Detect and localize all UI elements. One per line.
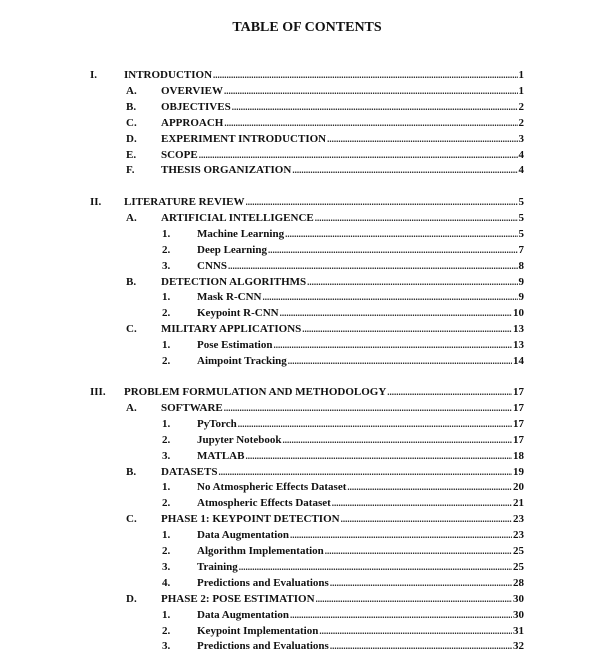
toc-section[interactable] <box>161 465 524 479</box>
toc-subsection-label: No Atmospheric Effects Dataset <box>197 481 347 494</box>
toc-subsection-label: Predictions and Evaluations <box>197 640 329 653</box>
toc-subsection-page: 8 <box>518 259 524 272</box>
dot-leader <box>246 195 518 209</box>
dot-leader <box>319 624 512 638</box>
toc-section-page: 30 <box>513 592 524 605</box>
toc-subsection-number: 2. <box>162 545 171 557</box>
dot-leader <box>273 338 512 352</box>
toc-section-page: 4 <box>518 148 524 161</box>
dot-leader <box>262 290 517 304</box>
dot-leader <box>228 259 518 273</box>
toc-subsection-label: Keypoint Implementation <box>197 624 319 637</box>
toc-section-label: SOFTWARE <box>161 401 223 414</box>
dot-leader <box>280 306 512 320</box>
toc-subsection-page: 14 <box>513 355 524 367</box>
toc-section[interactable] <box>161 132 524 146</box>
toc-subsection[interactable] <box>197 544 524 558</box>
toc-subsection-page: 21 <box>513 497 524 510</box>
toc-section-page: 2 <box>518 116 524 129</box>
toc-subsection-page: 23 <box>513 529 524 542</box>
toc-section-page: 5 <box>518 211 524 224</box>
toc-chapter-number: II. <box>90 196 102 208</box>
dot-leader <box>239 560 512 574</box>
toc-section-number: D. <box>126 592 137 605</box>
toc-section[interactable] <box>161 116 524 130</box>
toc-subsection-number: 2. <box>162 433 171 446</box>
toc-subsection-number: 3. <box>162 449 171 462</box>
toc-section[interactable] <box>161 84 524 98</box>
dot-leader <box>290 608 512 622</box>
toc-subsection-page: 17 <box>513 417 524 430</box>
toc-section-number: A. <box>126 211 137 224</box>
dot-leader <box>290 528 512 542</box>
toc-chapter-page: 17 <box>513 386 524 398</box>
dot-leader <box>292 163 517 177</box>
toc-section-label: DATASETS <box>161 465 218 478</box>
dot-leader <box>341 512 512 526</box>
toc-subsection[interactable] <box>197 306 524 320</box>
toc-section-number: C. <box>126 323 137 336</box>
toc-section-label: PHASE 2: POSE ESTIMATION <box>161 592 315 605</box>
toc-subsection-label: PyTorch <box>197 417 237 430</box>
toc-section[interactable] <box>161 148 524 162</box>
toc-subsection[interactable] <box>197 338 524 352</box>
toc-section-label: APPROACH <box>161 116 224 129</box>
toc-section-label: MILITARY APPLICATIONS <box>161 323 302 336</box>
page-title: TABLE OF CONTENTS <box>232 20 382 35</box>
toc-chapter-label: INTRODUCTION <box>124 69 213 81</box>
dot-leader <box>285 227 517 241</box>
toc-subsection-page: 28 <box>513 576 524 589</box>
toc-section-page: 3 <box>518 132 524 145</box>
dot-leader <box>199 148 518 162</box>
toc-chapter-label: PROBLEM FORMULATION AND METHODOLOGY <box>124 386 387 398</box>
dot-leader <box>347 480 512 494</box>
dot-leader <box>224 116 517 130</box>
toc-section[interactable] <box>161 401 524 415</box>
dot-leader <box>224 84 518 98</box>
dot-leader <box>327 132 517 146</box>
toc-section-page: 23 <box>513 513 524 526</box>
toc-subsection-page: 9 <box>518 291 524 304</box>
toc-subsection-label: Training <box>197 560 238 573</box>
toc-section[interactable] <box>161 322 524 336</box>
toc-section-number: B. <box>126 100 137 113</box>
toc-section-page: 19 <box>513 465 524 478</box>
toc-subsection-number: 3. <box>162 640 171 653</box>
toc-section-page: 1 <box>518 84 524 97</box>
toc-subsection-label: Atmospheric Effects Dataset <box>197 497 331 510</box>
toc-subsection-label: Pose Estimation <box>197 339 273 352</box>
toc-subsection-page: 20 <box>513 481 524 494</box>
toc-subsection-page: 7 <box>518 243 524 256</box>
toc-subsection[interactable] <box>197 449 524 463</box>
toc-section-number: C. <box>126 116 137 129</box>
toc-section-label: THESIS ORGANIZATION <box>161 164 292 177</box>
toc-subsection-number: 2. <box>162 497 171 510</box>
toc-chapter-label: LITERATURE REVIEW <box>124 196 245 208</box>
toc-chapter[interactable] <box>124 385 524 399</box>
toc-subsection-number: 1. <box>162 227 171 240</box>
toc-section[interactable] <box>161 592 524 606</box>
toc-chapter[interactable] <box>124 195 524 209</box>
dot-leader <box>330 576 512 590</box>
toc-section[interactable] <box>161 512 524 526</box>
toc-chapter[interactable] <box>124 68 524 82</box>
toc-section[interactable] <box>161 275 524 289</box>
toc-subsection[interactable] <box>197 259 524 273</box>
dot-leader <box>307 275 517 289</box>
toc-subsection-label: CNNS <box>197 259 227 272</box>
toc-subsection-label: Deep Learning <box>197 243 267 256</box>
toc-subsection[interactable] <box>197 608 524 622</box>
toc-chapter-number: I. <box>90 69 98 81</box>
toc-section-page: 17 <box>513 401 524 414</box>
toc-subsection-page: 10 <box>513 307 524 320</box>
toc-subsection-number: 2. <box>162 355 171 367</box>
toc-section-number: A. <box>126 401 137 414</box>
toc-subsection-page: 5 <box>518 227 524 240</box>
dot-leader <box>268 243 518 257</box>
toc-section-label: OVERVIEW <box>161 84 223 97</box>
toc-subsection-page: 25 <box>513 545 524 557</box>
toc-subsection-number: 2. <box>162 307 171 320</box>
toc-section-number: A. <box>126 84 137 97</box>
toc-section-label: EXPERIMENT INTRODUCTION <box>161 132 327 145</box>
toc-section-page: 13 <box>513 323 524 336</box>
toc-subsection-label: Aimpoint Tracking <box>197 355 287 367</box>
toc-section-page: 9 <box>518 275 524 288</box>
toc-subsection-page: 25 <box>513 560 524 573</box>
toc-subsection-label: Jupyter Notebook <box>197 433 282 446</box>
toc-subsection-label: MATLAB <box>197 449 245 462</box>
toc-subsection-page: 17 <box>513 433 524 446</box>
toc-section[interactable] <box>161 100 524 114</box>
toc-subsection[interactable] <box>197 560 524 574</box>
toc-subsection[interactable] <box>197 639 524 653</box>
toc-section-page: 2 <box>518 100 524 113</box>
dot-leader <box>238 417 512 431</box>
toc-subsection-label: Algorithm Implementation <box>197 545 324 557</box>
toc-subsection-page: 32 <box>513 640 524 653</box>
dot-leader <box>245 449 512 463</box>
toc-section-number: B. <box>126 275 137 288</box>
toc-subsection-label: Machine Learning <box>197 227 285 240</box>
toc-subsection-label: Mask R-CNN <box>197 291 262 304</box>
dot-leader <box>332 496 512 510</box>
dot-leader <box>282 433 512 447</box>
toc-subsection-number: 4. <box>162 576 171 589</box>
dot-leader <box>224 401 512 415</box>
toc-subsection-label: Data Augmentation <box>197 529 289 542</box>
dot-leader <box>213 68 517 82</box>
dot-leader <box>232 100 518 114</box>
toc-section-label: OBJECTIVES <box>161 100 231 113</box>
toc-section-number: F. <box>126 164 135 177</box>
toc-subsection-number: 1. <box>162 339 171 352</box>
toc-subsection-number: 2. <box>162 243 171 256</box>
toc-subsection-number: 1. <box>162 529 171 542</box>
toc-chapter-number: III. <box>90 386 106 398</box>
toc-section-number: E. <box>126 148 137 161</box>
toc-subsection[interactable] <box>197 480 524 494</box>
toc-section[interactable] <box>161 211 524 225</box>
toc-subsection-number: 1. <box>162 291 171 304</box>
toc-subsection[interactable] <box>197 290 524 304</box>
dot-leader <box>316 592 512 606</box>
toc-section-label: PHASE 1: KEYPOINT DETECTION <box>161 513 340 526</box>
toc-subsection[interactable] <box>197 417 524 431</box>
toc-subsection[interactable] <box>197 576 524 590</box>
dot-leader <box>330 639 512 653</box>
toc-subsection[interactable] <box>197 624 524 638</box>
toc-subsection-label: Predictions and Evaluations <box>197 576 329 589</box>
dot-leader <box>315 211 518 225</box>
toc-section-page: 4 <box>518 164 524 177</box>
toc-subsection-page: 30 <box>513 608 524 621</box>
toc-section[interactable] <box>161 163 524 177</box>
dot-leader <box>288 354 512 368</box>
toc-subsection-number: 2. <box>162 624 171 637</box>
toc-section-number: D. <box>126 132 137 145</box>
toc-subsection-number: 1. <box>162 608 171 621</box>
dot-leader <box>387 385 512 399</box>
toc-subsection-number: 3. <box>162 560 171 573</box>
toc-subsection-page: 13 <box>513 339 524 352</box>
toc-subsection-number: 1. <box>162 481 171 494</box>
dot-leader <box>325 544 512 558</box>
toc-subsection[interactable] <box>197 354 524 368</box>
toc-subsection-label: Keypoint R-CNN <box>197 307 279 320</box>
toc-section-label: DETECTION ALGORITHMS <box>161 275 307 288</box>
toc-subsection[interactable] <box>197 243 524 257</box>
toc-chapter-page: 1 <box>518 69 524 81</box>
dot-leader <box>218 465 512 479</box>
toc-subsection[interactable] <box>197 528 524 542</box>
toc-subsection[interactable] <box>197 433 524 447</box>
toc-subsection-label: Data Augmentation <box>197 608 289 621</box>
toc-section-label: SCOPE <box>161 148 198 161</box>
toc-section-number: B. <box>126 465 137 478</box>
toc-section-number: C. <box>126 513 137 526</box>
toc-subsection[interactable] <box>197 227 524 241</box>
toc-chapter-page: 5 <box>518 196 524 208</box>
toc-section-label: ARTIFICIAL INTELLIGENCE <box>161 211 314 224</box>
toc-subsection-page: 31 <box>513 624 524 637</box>
toc-subsection-number: 3. <box>162 259 171 272</box>
dot-leader <box>302 322 512 336</box>
toc-subsection-number: 1. <box>162 417 171 430</box>
toc-subsection[interactable] <box>197 496 524 510</box>
toc-subsection-page: 18 <box>513 449 524 462</box>
